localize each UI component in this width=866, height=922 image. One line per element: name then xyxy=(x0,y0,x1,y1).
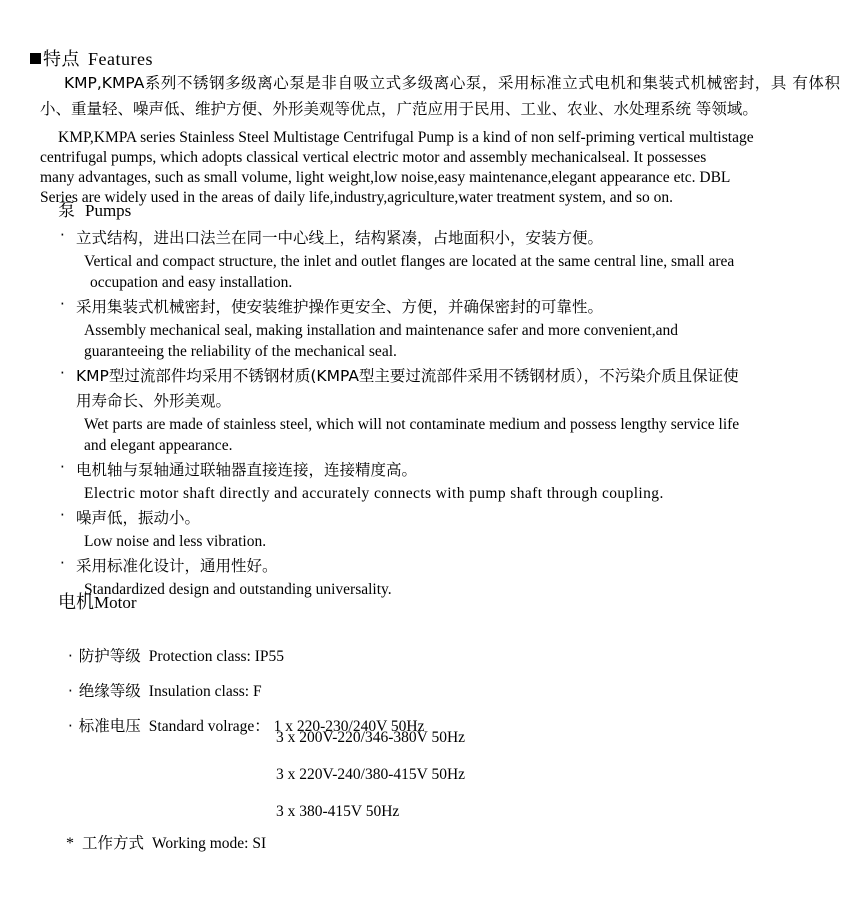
list-item-en-1: Vertical and compact structure, the inlet and outlet flanges are located at the same central line, small area xyxy=(84,253,735,270)
motor-heading-en: Motor xyxy=(94,593,137,612)
asterisk-icon: * xyxy=(66,835,74,852)
list-item-cn: KMP型过流部件均采用不锈钢材质(KMPA型主要过流部件采用不锈钢材质），不污染介质且保证使 xyxy=(76,367,739,385)
list-item xyxy=(68,644,848,666)
bullet-dot-icon: · xyxy=(60,554,65,572)
features-heading xyxy=(30,45,153,71)
list-item-cn: 采用集装式机械密封，使安装维护操作更安全、方便，并确保密封的可靠性。 xyxy=(76,298,604,316)
intro-paragraph-cn: KMP,KMPA系列不锈钢多级离心泵是非自吸立式多级离心泵，采用标准立式电机和集装式机械密封，具 有体积小、重量轻、噪声低、维护方便、外形美观等优点，广范应用于民用、工业、农业、水处理系统 等领域。 xyxy=(40,74,840,118)
bullet-dot-icon: · xyxy=(60,364,65,382)
working-mode-cn: 工作方式 xyxy=(82,834,145,852)
voltage-option: 3 x 380-415V 50Hz xyxy=(276,803,400,820)
list-item-en-1: Wet parts are made of stainless steel, which will not contaminate medium and possess lengthy service life xyxy=(84,416,740,433)
features-heading-en: Features xyxy=(88,49,153,69)
motor-item-en: Standard volrage： 1 x 220-230/240V 50Hz xyxy=(148,718,425,735)
intro-block xyxy=(40,70,840,208)
list-item-en-1: Low noise and less vibration. xyxy=(84,533,267,550)
list-item-en-1: Assembly mechanical seal, making installation and maintenance safer and more convenient,and xyxy=(84,322,678,339)
list-item xyxy=(60,458,850,504)
list-item xyxy=(60,506,850,552)
list-item-cn: 噪声低，振动小。 xyxy=(76,509,201,527)
motor-item-cn: 防护等级 xyxy=(78,647,141,665)
intro-en-line-4: Series are widely used in the areas of daily life,industry,agriculture,water treatment system, and so on. xyxy=(40,189,674,206)
list-item xyxy=(60,364,850,456)
list-item-cn-2: 用寿命长、外形美观。 xyxy=(76,392,232,410)
list-item-en-2: guaranteeing the reliability of the mechanical seal. xyxy=(84,343,397,360)
voltage-option: 3 x 220V-240/380-415V 50Hz xyxy=(276,766,466,783)
list-item xyxy=(68,679,848,701)
square-bullet-icon xyxy=(30,53,41,64)
bullet-dot-icon: · xyxy=(60,506,65,524)
list-item xyxy=(60,295,850,362)
bullet-dot-icon: · xyxy=(60,458,65,476)
pumps-heading xyxy=(58,196,131,221)
list-item-en-2: occupation and easy installation. xyxy=(90,274,293,291)
list-item xyxy=(60,554,850,600)
list-item-en-1: Standardized design and outstanding universality. xyxy=(84,581,392,598)
bullet-dot-icon: · xyxy=(68,717,73,735)
list-item-en-1: Electric motor shaft directly and accurately connects with pump shaft through coupling. xyxy=(84,485,664,502)
list-item-cn: 电机轴与泵轴通过联轴器直接连接，连接精度高。 xyxy=(76,461,418,479)
list-item-cn: 采用标准化设计，通用性好。 xyxy=(76,557,278,575)
list-item-en-2: and elegant appearance. xyxy=(84,437,233,454)
intro-en-line-1: KMP,KMPA series Stainless Steel Multistage Centrifugal Pump is a kind of non self-priming vertical multistage xyxy=(58,129,754,146)
voltage-option: 3 x 200V-220/346-380V 50Hz xyxy=(276,729,466,746)
bullet-dot-icon: · xyxy=(60,295,65,313)
bullet-dot-icon: · xyxy=(68,682,73,700)
bullet-dot-icon: · xyxy=(68,647,73,665)
motor-item-cn: 标准电压 xyxy=(78,717,141,735)
voltage-options xyxy=(276,729,676,840)
pumps-feature-list xyxy=(60,226,850,602)
intro-en-line-2: centrifugal pumps, which adopts classical vertical electric motor and assembly mechanicalseal. It possesses xyxy=(40,149,707,166)
working-mode-row xyxy=(66,831,266,853)
pumps-heading-en: Pumps xyxy=(85,201,132,220)
motor-item-en: Insulation class: F xyxy=(148,683,262,700)
features-heading-cn: 特点 xyxy=(43,49,80,70)
pumps-heading-cn: 泵 xyxy=(58,201,75,221)
motor-item-en: Protection class: IP55 xyxy=(148,648,284,665)
motor-item-cn: 绝缘等级 xyxy=(78,682,141,700)
bullet-dot-icon: · xyxy=(60,226,65,244)
list-item-cn: 立式结构，进出口法兰在同一中心线上，结构紧凑，占地面积小，安装方便。 xyxy=(76,229,604,247)
motor-heading xyxy=(58,588,137,614)
list-item xyxy=(60,226,850,293)
intro-paragraph-en xyxy=(40,128,840,148)
working-mode-en: Working mode: SI xyxy=(152,835,267,852)
motor-heading-cn: 电机 xyxy=(58,592,94,613)
intro-en-line-3: many advantages, such as small volume, light weight,low noise,easy maintenance,elegant appearance etc. DBL xyxy=(40,169,731,186)
